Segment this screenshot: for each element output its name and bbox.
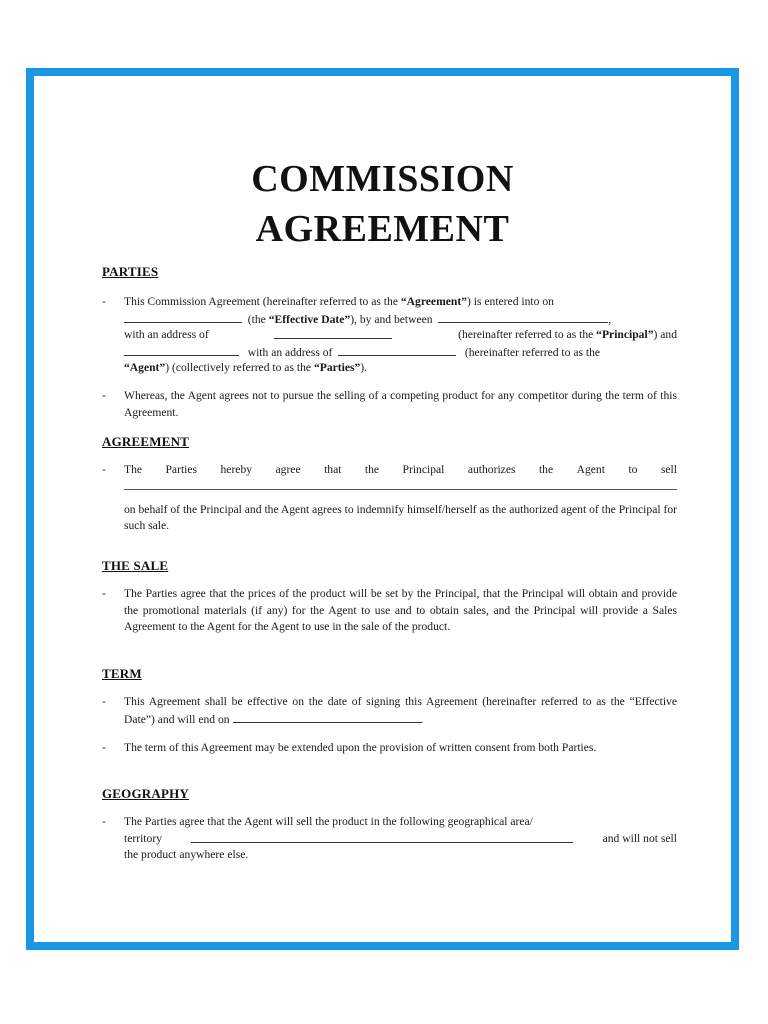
bullet-dash: -	[102, 587, 106, 600]
agreement-word: to	[628, 463, 638, 476]
text-run: with an address of	[247, 345, 333, 359]
end-date-blank[interactable]	[233, 711, 421, 723]
defined-term-parties: “Parties”	[313, 361, 361, 375]
agent-name-blank[interactable]	[124, 344, 239, 356]
defined-term-agreement: “Agreement”	[400, 295, 467, 308]
bullet-dash: -	[102, 295, 106, 308]
parties-line-b	[124, 311, 677, 328]
agreement-word: that	[324, 463, 342, 476]
parties-item-2	[102, 388, 677, 421]
parties-heading: PARTIES	[102, 264, 159, 279]
text-run: (hereinafter referred to as the	[464, 345, 601, 359]
agreement-word: hereby	[220, 463, 253, 476]
term-item-1	[102, 694, 677, 728]
term-clause: This Agreement shall be effective on the date of signing this Agreement (hereinafter referred to as the “Effective Date”) and will end on	[124, 695, 677, 726]
document-title	[34, 154, 731, 254]
agreement-word: The	[124, 463, 143, 476]
agreement-line-2: on behalf of the Principal and the Agent agrees to indemnify himself/herself as the authorized agent of the Principal for such sale.	[124, 502, 677, 533]
defined-term-agent: “Agent”	[124, 361, 166, 375]
term-item-2	[102, 740, 677, 757]
term-extension-clause: The term of this Agreement may be extended upon the provision of written consent from both Parties.	[124, 741, 597, 754]
text-run: and will not sell	[602, 831, 677, 845]
text-run: This Commission Agreement (hereinafter referred to as the	[124, 295, 401, 308]
agreement-word: the	[538, 463, 554, 476]
agreement-word: sell	[660, 463, 677, 476]
sale-heading: THE SALE	[102, 558, 169, 573]
territory-blank[interactable]	[191, 831, 573, 843]
title-line-1: COMMISSION	[251, 158, 514, 200]
text-run: ) (collectively referred to as the	[165, 361, 314, 375]
principal-address-blank[interactable]	[274, 327, 392, 339]
geography-item-1	[102, 814, 677, 864]
text-run: .	[420, 712, 424, 726]
text-run: (the	[247, 312, 269, 326]
agreement-word: Principal	[402, 463, 445, 476]
product-blank-line[interactable]	[124, 489, 677, 490]
parties-line-a	[124, 294, 677, 311]
document-frame	[26, 68, 739, 950]
sale-clause: The Parties agree that the prices of the product will be set by the Principal, that the Principal will obtain and provide the promotional materials (if any) for the Agent to use and to obtain sales, and the Principal will provide a Sales Agreement to the Agent for the Agent to use in the sale of the product.	[124, 587, 677, 634]
text-run: with an address of	[124, 328, 209, 342]
agreement-word: Parties	[165, 463, 198, 476]
text-run: ), by and between	[350, 312, 433, 326]
geography-line-2	[124, 831, 677, 848]
text-run: ) is entered into on	[466, 295, 554, 308]
parties-line-e	[124, 360, 677, 377]
agreement-item-1	[102, 462, 677, 535]
text-run: The Parties agree that the Agent will sell the product in the following geographical area/	[124, 815, 533, 828]
title-line-2: AGREEMENT	[255, 208, 510, 250]
term-heading: TERM	[102, 666, 142, 681]
date-blank[interactable]	[124, 311, 242, 323]
geography-line-3: the product anywhere else.	[124, 848, 249, 862]
defined-term-effective-date: “Effective Date”	[268, 312, 351, 326]
principal-name-blank[interactable]	[438, 311, 608, 323]
agent-address-blank[interactable]	[338, 344, 456, 356]
sale-item-1	[102, 586, 677, 636]
text-run: ,	[608, 312, 612, 326]
bullet-dash: -	[102, 463, 106, 476]
geography-heading: GEOGRAPHY	[102, 786, 190, 801]
agreement-word: authorizes	[467, 463, 516, 476]
parties-line-c	[124, 327, 677, 344]
parties-item-1	[102, 294, 677, 377]
text-run: territory	[124, 831, 162, 845]
geography-line-1	[124, 814, 677, 831]
agreement-heading: AGREEMENT	[102, 434, 190, 449]
text-run: ).	[360, 361, 368, 375]
agreement-word: the	[364, 463, 380, 476]
agreement-word: Agent	[576, 463, 605, 476]
bullet-dash: -	[102, 695, 106, 708]
whereas-clause: Whereas, the Agent agrees not to pursue the selling of a competing product for any competitor during the term of this Agreement.	[124, 389, 677, 419]
agreement-line-1	[124, 462, 677, 479]
bullet-dash: -	[102, 815, 106, 828]
text-run: ) and	[653, 328, 677, 342]
bullet-dash: -	[102, 389, 106, 402]
agreement-word: agree	[275, 463, 301, 476]
text-run: (hereinafter referred to as the	[458, 328, 597, 342]
parties-line-d	[124, 344, 677, 361]
defined-term-principal: “Principal”	[596, 328, 654, 342]
bullet-dash: -	[102, 741, 106, 754]
